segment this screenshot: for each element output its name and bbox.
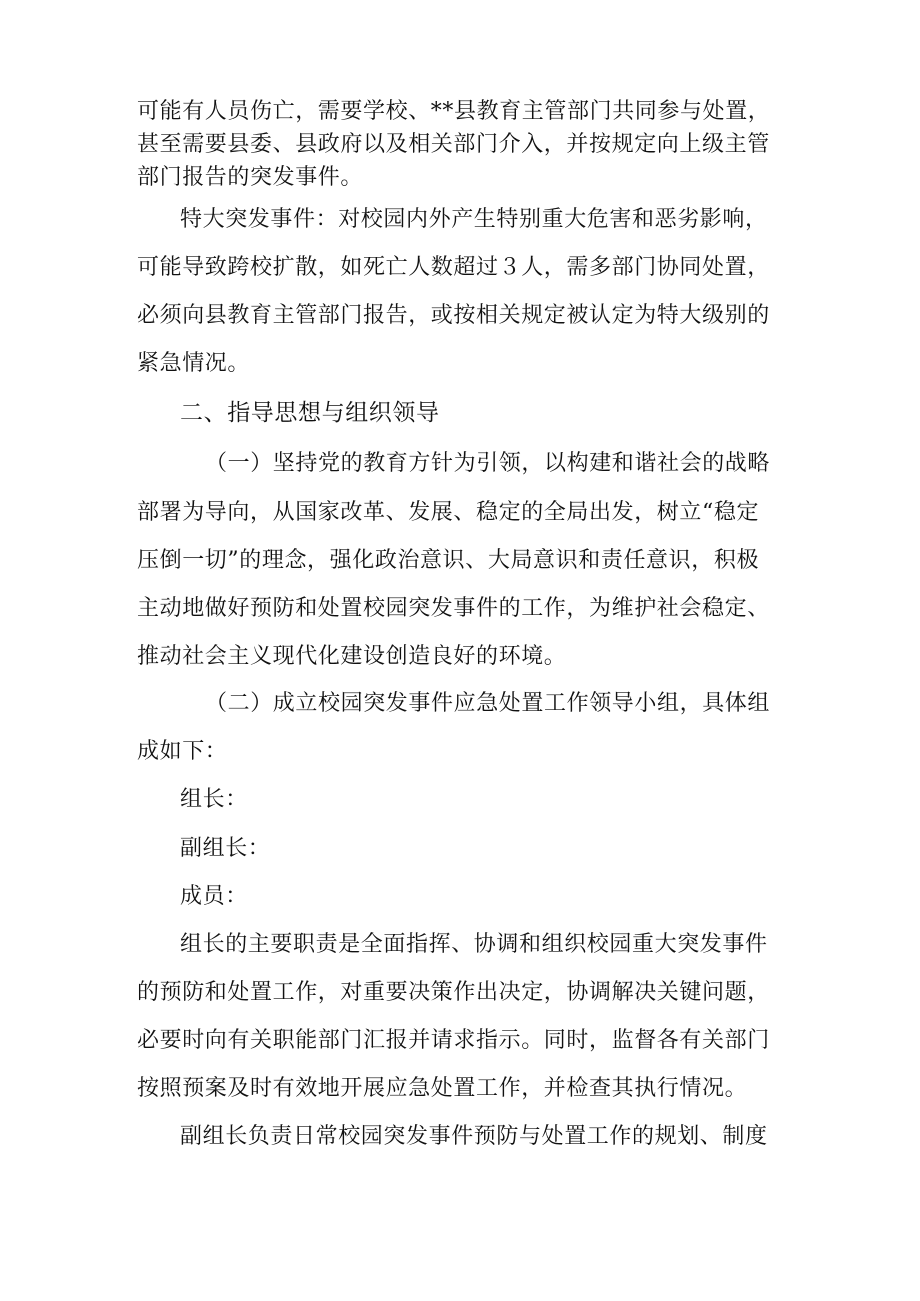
paragraph-2-line-1: 特大突发事件：对校园内外产生特别重大危害和恶劣影响， — [180, 207, 768, 232]
paragraph-4-line-1: （二）成立校园突发事件应急处置工作领导小组，具体组 — [205, 691, 771, 716]
paragraph-3-line-2: 部署为导向，从国家改革、发展、稳定的全局出发，树立“稳定 — [137, 500, 760, 525]
deputy-leader-label: 副组长： — [180, 836, 271, 861]
paragraph-3-line-3: 压倒一切”的理念，强化政治意识、大局意识和责任意识，积极 — [137, 548, 760, 573]
paragraph-3-line-5: 推动社会主义现代化建设创造良好的环境。 — [137, 644, 567, 669]
paragraph-4-line-2: 成如下： — [137, 739, 228, 764]
paragraph-5-line-4: 按照预案及时有效地开展应急处置工作，并检查其执行情况。 — [137, 1076, 748, 1101]
section-heading: 二、指导思想与组织领导 — [180, 400, 440, 426]
paragraph-5-line-3: 必要时向有关职能部门汇报并请求指示。同时，监督各有关部门 — [137, 1028, 770, 1053]
paragraph-3-line-1: （一）坚持党的教育方针为引领，以构建和谐社会的战略 — [205, 451, 771, 476]
paragraph-2-line-2: 可能导致跨校扩散，如死亡人数超过３人，需多部门协同处置， — [137, 255, 770, 280]
paragraph-2-line-3: 必须向县教育主管部门报告，或按相关规定被认定为特大级别的 — [137, 303, 770, 328]
paragraph-5-line-2: 的预防和处置工作，对重要决策作出决定，协调解决关键问题， — [137, 980, 770, 1005]
paragraph-6-line-1: 副组长负责日常校园突发事件预防与处置工作的规划、制度 — [180, 1124, 768, 1149]
paragraph-1-line-2: 甚至需要县委、县政府以及相关部门介入，并按规定向上级主管 — [137, 132, 770, 157]
paragraph-2-line-4: 紧急情况。 — [137, 351, 251, 376]
paragraph-3-line-4: 主动地做好预防和处置校园突发事件的工作，为维护社会稳定、 — [137, 596, 770, 621]
paragraph-5-line-1: 组长的主要职责是全面指挥、协调和组织校园重大突发事件 — [180, 932, 768, 957]
paragraph-1-line-3: 部门报告的突发事件。 — [137, 165, 364, 190]
members-label: 成员： — [180, 884, 248, 909]
paragraph-1-line-1: 可能有人员伤亡，需要学校、**县教育主管部门共同参与处置， — [137, 99, 771, 124]
leader-label: 组长： — [180, 787, 248, 812]
